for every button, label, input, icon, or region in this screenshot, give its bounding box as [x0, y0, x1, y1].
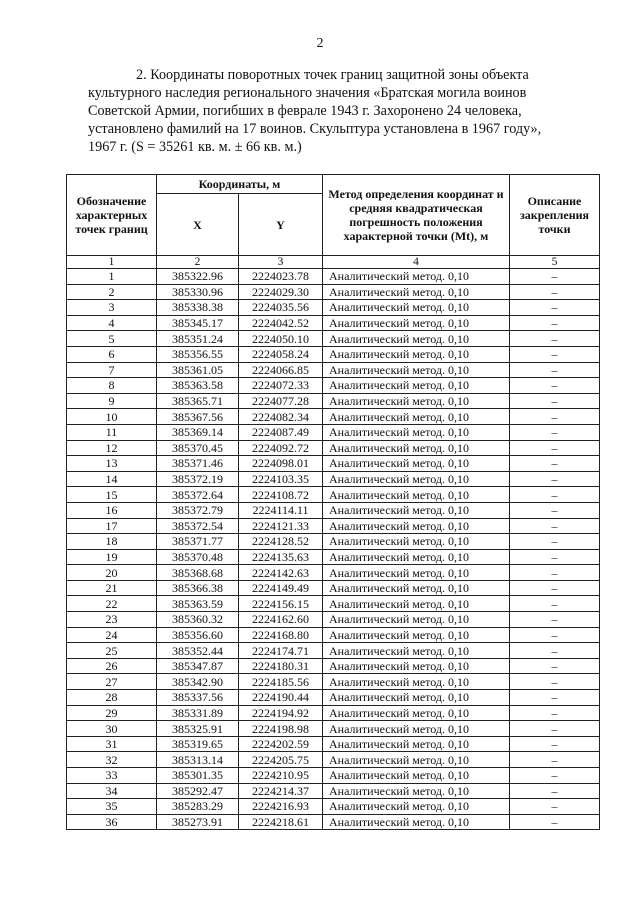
y-coordinate-cell: 2224035.56	[239, 300, 323, 316]
y-coordinate-cell: 2224087.49	[239, 424, 323, 440]
description-cell: –	[510, 814, 600, 830]
x-coordinate-cell: 385338.38	[157, 300, 239, 316]
description-cell: –	[510, 518, 600, 534]
table-row	[67, 269, 600, 285]
y-coordinate-cell: 2224198.98	[239, 721, 323, 737]
point-number-cell: 2	[67, 284, 157, 300]
y-coordinate-cell: 2224128.52	[239, 534, 323, 550]
description-cell: –	[510, 346, 600, 362]
y-coordinate-cell: 2224058.24	[239, 346, 323, 362]
x-coordinate-cell: 385363.58	[157, 378, 239, 394]
table-row	[67, 471, 600, 487]
point-number-cell: 34	[67, 783, 157, 799]
method-cell: Аналитический метод. 0,10	[323, 627, 510, 643]
description-cell: –	[510, 565, 600, 581]
description-cell: –	[510, 612, 600, 628]
table-row	[67, 752, 600, 768]
y-coordinate-cell: 2224156.15	[239, 596, 323, 612]
x-coordinate-cell: 385363.59	[157, 596, 239, 612]
description-cell: –	[510, 362, 600, 378]
y-coordinate-cell: 2224180.31	[239, 658, 323, 674]
x-coordinate-cell: 385337.56	[157, 690, 239, 706]
point-number-cell: 19	[67, 549, 157, 565]
method-cell: Аналитический метод. 0,10	[323, 752, 510, 768]
y-coordinate-cell: 2224135.63	[239, 549, 323, 565]
description-cell: –	[510, 768, 600, 784]
point-number-cell: 27	[67, 674, 157, 690]
x-coordinate-cell: 385301.35	[157, 768, 239, 784]
method-cell: Аналитический метод. 0,10	[323, 346, 510, 362]
description-cell: –	[510, 409, 600, 425]
table-row	[67, 783, 600, 799]
table-row	[67, 331, 600, 347]
table-row	[67, 565, 600, 581]
table-row	[67, 502, 600, 518]
y-coordinate-cell: 2224214.37	[239, 783, 323, 799]
point-number-cell: 22	[67, 596, 157, 612]
method-cell: Аналитический метод. 0,10	[323, 612, 510, 628]
point-number-cell: 23	[67, 612, 157, 628]
x-coordinate-cell: 385342.90	[157, 674, 239, 690]
description-cell: –	[510, 424, 600, 440]
description-cell: –	[510, 580, 600, 596]
description-cell: –	[510, 440, 600, 456]
x-coordinate-cell: 385351.24	[157, 331, 239, 347]
description-cell: –	[510, 752, 600, 768]
y-coordinate-cell: 2224098.01	[239, 456, 323, 472]
x-coordinate-cell: 385319.65	[157, 736, 239, 752]
intro-paragraph	[88, 66, 593, 156]
point-number-cell: 18	[67, 534, 157, 550]
y-coordinate-cell: 2224114.11	[239, 502, 323, 518]
y-coordinate-cell: 2224190.44	[239, 690, 323, 706]
table-row	[67, 300, 600, 316]
intro-line: культурного наследия регионального значения «Братская могила воинов	[88, 85, 527, 101]
x-coordinate-cell: 385367.56	[157, 409, 239, 425]
y-coordinate-cell: 2224023.78	[239, 269, 323, 285]
y-coordinate-cell: 2224216.93	[239, 799, 323, 815]
x-coordinate-cell: 385325.91	[157, 721, 239, 737]
x-coordinate-cell: 385368.68	[157, 565, 239, 581]
table-row	[67, 346, 600, 362]
point-number-cell: 26	[67, 658, 157, 674]
x-coordinate-cell: 385371.46	[157, 456, 239, 472]
x-coordinate-cell: 385371.77	[157, 534, 239, 550]
method-cell: Аналитический метод. 0,10	[323, 424, 510, 440]
point-number-cell: 24	[67, 627, 157, 643]
point-number-cell: 3	[67, 300, 157, 316]
x-coordinate-cell: 385356.60	[157, 627, 239, 643]
method-cell: Аналитический метод. 0,10	[323, 549, 510, 565]
description-cell: –	[510, 783, 600, 799]
method-cell: Аналитический метод. 0,10	[323, 534, 510, 550]
x-coordinate-cell: 385366.38	[157, 580, 239, 596]
x-coordinate-cell: 385283.29	[157, 799, 239, 815]
point-number-cell: 21	[67, 580, 157, 596]
table-row	[67, 674, 600, 690]
description-cell: –	[510, 674, 600, 690]
y-coordinate-cell: 2224142.63	[239, 565, 323, 581]
method-cell: Аналитический метод. 0,10	[323, 487, 510, 503]
point-number-cell: 15	[67, 487, 157, 503]
point-number-cell: 6	[67, 346, 157, 362]
table-row	[67, 549, 600, 565]
method-cell: Аналитический метод. 0,10	[323, 331, 510, 347]
method-cell: Аналитический метод. 0,10	[323, 518, 510, 534]
description-cell: –	[510, 627, 600, 643]
method-cell: Аналитический метод. 0,10	[323, 705, 510, 721]
method-cell: Аналитический метод. 0,10	[323, 362, 510, 378]
y-coordinate-cell: 2224077.28	[239, 393, 323, 409]
description-cell: –	[510, 736, 600, 752]
point-number-cell: 17	[67, 518, 157, 534]
table-row	[67, 736, 600, 752]
point-number-cell: 10	[67, 409, 157, 425]
point-number-cell: 14	[67, 471, 157, 487]
method-cell: Аналитический метод. 0,10	[323, 300, 510, 316]
y-coordinate-cell: 2224162.60	[239, 612, 323, 628]
point-number-cell: 4	[67, 315, 157, 331]
table-row	[67, 768, 600, 784]
table-row	[67, 315, 600, 331]
point-number-cell: 7	[67, 362, 157, 378]
x-coordinate-cell: 385369.14	[157, 424, 239, 440]
description-cell: –	[510, 549, 600, 565]
y-coordinate-cell: 2224210.95	[239, 768, 323, 784]
x-coordinate-cell: 385322.96	[157, 269, 239, 285]
table-row	[67, 362, 600, 378]
description-cell: –	[510, 331, 600, 347]
x-coordinate-cell: 385361.05	[157, 362, 239, 378]
method-cell: Аналитический метод. 0,10	[323, 768, 510, 784]
intro-line: установлено фамилий на 17 воинов. Скульптура установлена в 1967 году»,	[88, 121, 542, 137]
column-number: 1	[67, 256, 157, 269]
method-cell: Аналитический метод. 0,10	[323, 580, 510, 596]
table-row	[67, 284, 600, 300]
description-cell: –	[510, 393, 600, 409]
method-cell: Аналитический метод. 0,10	[323, 658, 510, 674]
header-y: Y	[239, 194, 323, 256]
page-number: 2	[316, 36, 324, 51]
y-coordinate-cell: 2224205.75	[239, 752, 323, 768]
description-cell: –	[510, 705, 600, 721]
y-coordinate-cell: 2224194.92	[239, 705, 323, 721]
column-number-row	[67, 256, 600, 269]
table-row	[67, 393, 600, 409]
description-cell: –	[510, 596, 600, 612]
y-coordinate-cell: 2224218.61	[239, 814, 323, 830]
table-row	[67, 440, 600, 456]
header-description: Описание закрепления точки	[510, 175, 600, 256]
table-row	[67, 721, 600, 737]
method-cell: Аналитический метод. 0,10	[323, 783, 510, 799]
description-cell: –	[510, 502, 600, 518]
y-coordinate-cell: 2224050.10	[239, 331, 323, 347]
y-coordinate-cell: 2224082.34	[239, 409, 323, 425]
x-coordinate-cell: 385292.47	[157, 783, 239, 799]
method-cell: Аналитический метод. 0,10	[323, 393, 510, 409]
x-coordinate-cell: 385372.54	[157, 518, 239, 534]
x-coordinate-cell: 385347.87	[157, 658, 239, 674]
description-cell: –	[510, 799, 600, 815]
description-cell: –	[510, 315, 600, 331]
point-number-cell: 36	[67, 814, 157, 830]
table-row	[67, 580, 600, 596]
method-cell: Аналитический метод. 0,10	[323, 721, 510, 737]
point-number-cell: 5	[67, 331, 157, 347]
table-row	[67, 705, 600, 721]
point-number-cell: 25	[67, 643, 157, 659]
method-cell: Аналитический метод. 0,10	[323, 799, 510, 815]
point-number-cell: 1	[67, 269, 157, 285]
point-number-cell: 13	[67, 456, 157, 472]
point-number-cell: 31	[67, 736, 157, 752]
point-number-cell: 12	[67, 440, 157, 456]
point-number-cell: 8	[67, 378, 157, 394]
x-coordinate-cell: 385313.14	[157, 752, 239, 768]
point-number-cell: 32	[67, 752, 157, 768]
table-row	[67, 487, 600, 503]
table-row	[67, 456, 600, 472]
column-number: 5	[510, 256, 600, 269]
description-cell: –	[510, 300, 600, 316]
y-coordinate-cell: 2224072.33	[239, 378, 323, 394]
x-coordinate-cell: 385356.55	[157, 346, 239, 362]
x-coordinate-cell: 385352.44	[157, 643, 239, 659]
table-row	[67, 799, 600, 815]
point-number-cell: 11	[67, 424, 157, 440]
y-coordinate-cell: 2224042.52	[239, 315, 323, 331]
x-coordinate-cell: 385360.32	[157, 612, 239, 628]
intro-line: 1967 г. (S = 35261 кв. м. ± 66 кв. м.)	[88, 139, 302, 155]
method-cell: Аналитический метод. 0,10	[323, 409, 510, 425]
coordinates-table	[66, 174, 600, 830]
table-row	[67, 814, 600, 830]
y-coordinate-cell: 2224121.33	[239, 518, 323, 534]
description-cell: –	[510, 690, 600, 706]
table-row	[67, 643, 600, 659]
method-cell: Аналитический метод. 0,10	[323, 565, 510, 581]
method-cell: Аналитический метод. 0,10	[323, 643, 510, 659]
header-x: X	[157, 194, 239, 256]
y-coordinate-cell: 2224202.59	[239, 736, 323, 752]
point-number-cell: 16	[67, 502, 157, 518]
table-row	[67, 424, 600, 440]
table-row	[67, 627, 600, 643]
point-number-cell: 20	[67, 565, 157, 581]
header-method: Метод определения координат и средняя квадратическая погрешность положения характерной точки (Mt), м	[323, 175, 510, 256]
y-coordinate-cell: 2224066.85	[239, 362, 323, 378]
x-coordinate-cell: 385345.17	[157, 315, 239, 331]
table-body	[67, 269, 600, 830]
y-coordinate-cell: 2224174.71	[239, 643, 323, 659]
method-cell: Аналитический метод. 0,10	[323, 378, 510, 394]
x-coordinate-cell: 385370.45	[157, 440, 239, 456]
method-cell: Аналитический метод. 0,10	[323, 596, 510, 612]
description-cell: –	[510, 658, 600, 674]
intro-line: 2. Координаты поворотных точек границ защитной зоны объекта	[136, 67, 529, 83]
description-cell: –	[510, 269, 600, 285]
method-cell: Аналитический метод. 0,10	[323, 690, 510, 706]
description-cell: –	[510, 643, 600, 659]
table-row	[67, 658, 600, 674]
y-coordinate-cell: 2224092.72	[239, 440, 323, 456]
description-cell: –	[510, 534, 600, 550]
point-number-cell: 29	[67, 705, 157, 721]
table-row	[67, 612, 600, 628]
y-coordinate-cell: 2224029.30	[239, 284, 323, 300]
y-coordinate-cell: 2224103.35	[239, 471, 323, 487]
x-coordinate-cell: 385370.48	[157, 549, 239, 565]
method-cell: Аналитический метод. 0,10	[323, 471, 510, 487]
description-cell: –	[510, 471, 600, 487]
method-cell: Аналитический метод. 0,10	[323, 284, 510, 300]
x-coordinate-cell: 385273.91	[157, 814, 239, 830]
x-coordinate-cell: 385330.96	[157, 284, 239, 300]
table-row	[67, 534, 600, 550]
y-coordinate-cell: 2224149.49	[239, 580, 323, 596]
table-row	[67, 409, 600, 425]
header-coordinates: Координаты, м	[157, 175, 323, 194]
method-cell: Аналитический метод. 0,10	[323, 502, 510, 518]
description-cell: –	[510, 378, 600, 394]
point-number-cell: 9	[67, 393, 157, 409]
method-cell: Аналитический метод. 0,10	[323, 315, 510, 331]
point-number-cell: 35	[67, 799, 157, 815]
x-coordinate-cell: 385365.71	[157, 393, 239, 409]
column-number: 3	[239, 256, 323, 269]
method-cell: Аналитический метод. 0,10	[323, 456, 510, 472]
y-coordinate-cell: 2224108.72	[239, 487, 323, 503]
method-cell: Аналитический метод. 0,10	[323, 440, 510, 456]
point-number-cell: 33	[67, 768, 157, 784]
method-cell: Аналитический метод. 0,10	[323, 269, 510, 285]
y-coordinate-cell: 2224168.80	[239, 627, 323, 643]
column-number: 4	[323, 256, 510, 269]
method-cell: Аналитический метод. 0,10	[323, 814, 510, 830]
description-cell: –	[510, 456, 600, 472]
header-point-designation: Обозначение характерных точек границ	[67, 175, 157, 256]
table-row	[67, 378, 600, 394]
point-number-cell: 28	[67, 690, 157, 706]
x-coordinate-cell: 385372.64	[157, 487, 239, 503]
description-cell: –	[510, 487, 600, 503]
table-row	[67, 690, 600, 706]
point-number-cell: 30	[67, 721, 157, 737]
x-coordinate-cell: 385372.79	[157, 502, 239, 518]
method-cell: Аналитический метод. 0,10	[323, 736, 510, 752]
description-cell: –	[510, 721, 600, 737]
column-number: 2	[157, 256, 239, 269]
x-coordinate-cell: 385331.89	[157, 705, 239, 721]
table-row	[67, 518, 600, 534]
table-row	[67, 596, 600, 612]
method-cell: Аналитический метод. 0,10	[323, 674, 510, 690]
description-cell: –	[510, 284, 600, 300]
intro-line: Советской Армии, погибших в феврале 1943 г. Захоронено 24 человека,	[88, 103, 522, 119]
x-coordinate-cell: 385372.19	[157, 471, 239, 487]
y-coordinate-cell: 2224185.56	[239, 674, 323, 690]
